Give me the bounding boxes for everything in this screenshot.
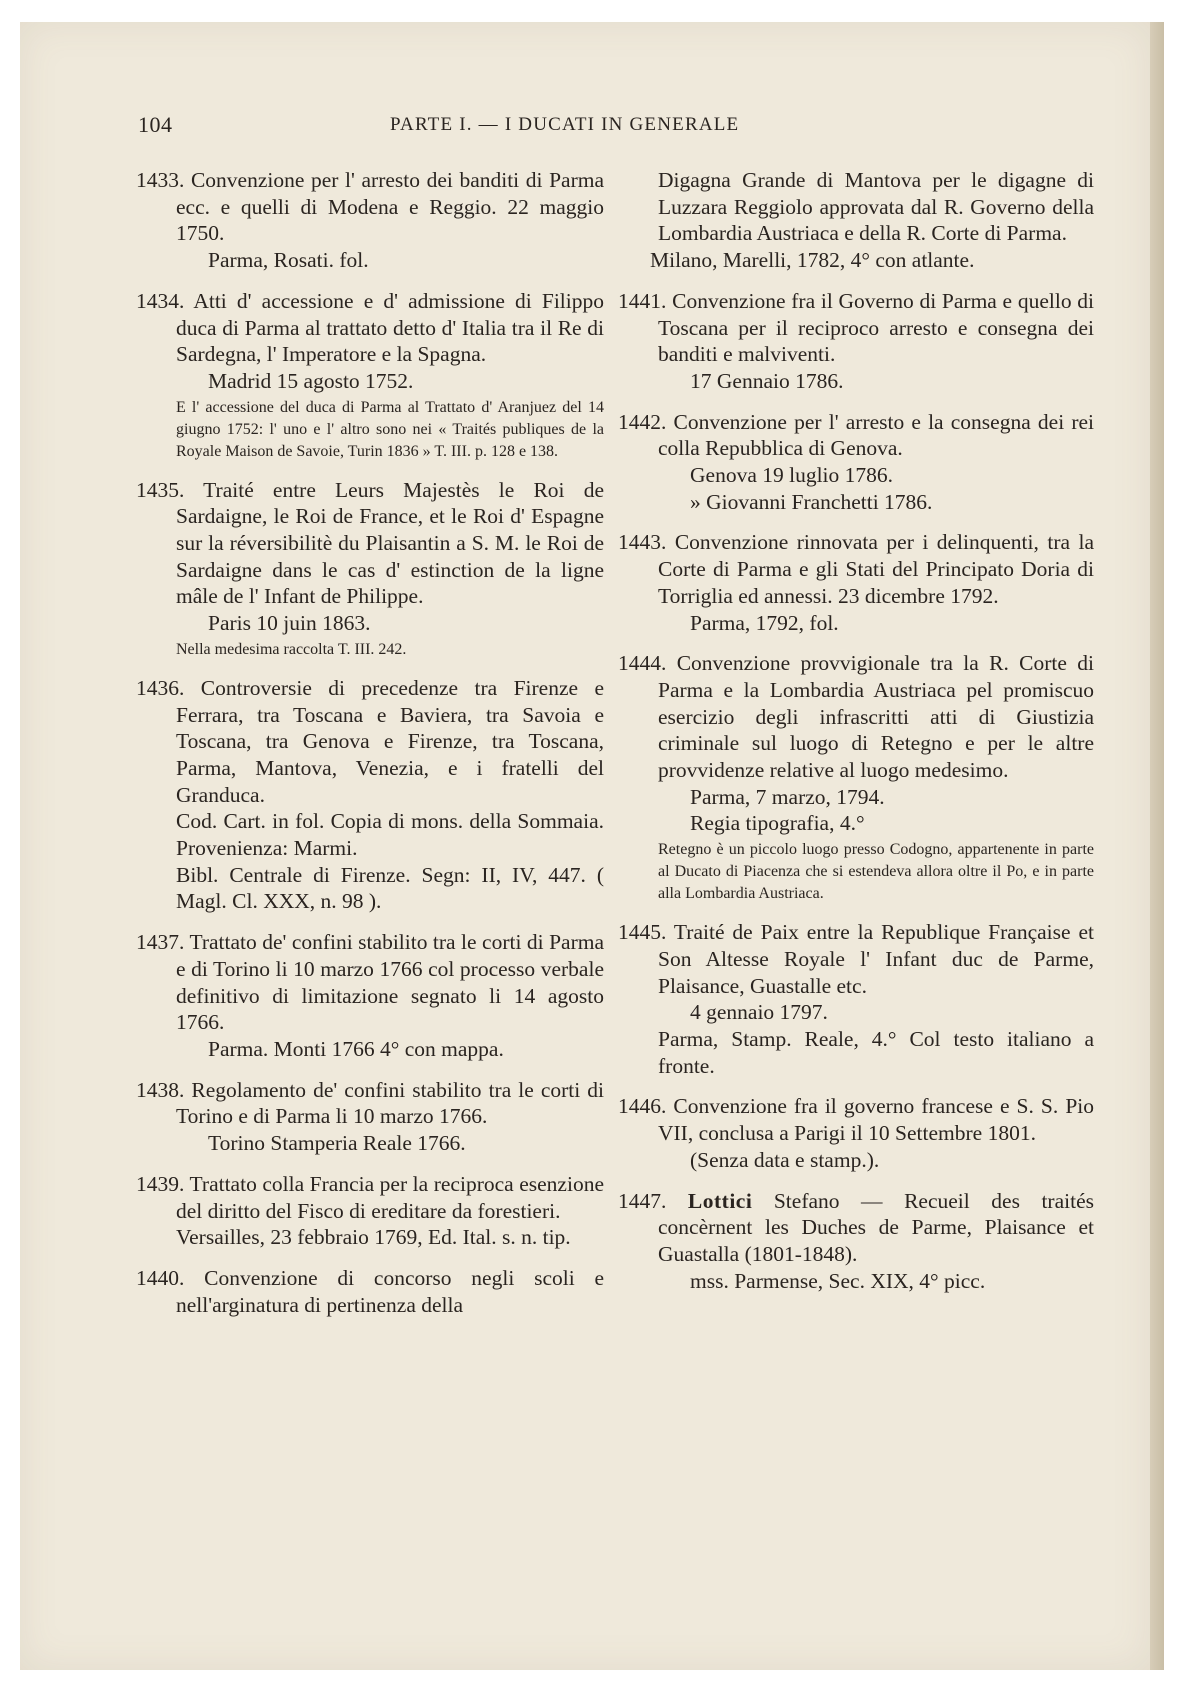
- entry-text: Trattato colla Francia per la reciproca esenzione del diritto del Fisco di ereditare da forestieri.: [176, 1171, 604, 1223]
- entry-text: Convenzione provvigionale tra la R. Corte di Parma e la Lombardia Austriaca pel promiscuo esercizio degli infrascritti atti di Giustizia criminale sul luogo di Retegno e per le altre provvidenze relative al luogo medesimo.: [658, 651, 1094, 783]
- entry-text: Convenzione per l' arresto dei banditi di Parma ecc. e quelli di Modena e Reggio. 22 maggio 1750.: [176, 168, 604, 246]
- entry-publication: Parma. Monti 1766 4° con mappa.: [208, 1036, 504, 1061]
- entry-number: 1436.: [136, 675, 185, 700]
- bibliography-entry: [136, 929, 604, 1063]
- bibliography-entry: [618, 288, 1094, 395]
- bibliography-entry: [136, 1077, 604, 1157]
- entry-author: Lottici: [687, 1188, 753, 1213]
- entry-text: Traité de Paix entre la Republique Française et Son Altesse Royale l' Infant duc de Parme, Plaisance, Guastalle etc.: [658, 920, 1094, 998]
- entry-number: 1435.: [136, 477, 185, 502]
- bibliography-entry: [136, 675, 604, 915]
- entry-publisher: Regia tipografia, 4.°: [690, 811, 865, 836]
- entry-text: Convenzione di concorso negli scoli e nell'arginatura di pertinenza della: [176, 1265, 605, 1317]
- entry-text: Traité entre Leurs Majestès le Roi de Sardaigne, le Roi de France, et le Roi d' Espagne sur la réversibilitè du Plaisantin a S. M. le Roi de Sardaigne dans le cas d' estinction de la ligne mâle de l' Infant de Philippe.: [176, 477, 604, 609]
- entry-number: 1447.: [618, 1188, 667, 1213]
- entry-publication: Torino Stamperia Reale 1766.: [208, 1131, 466, 1156]
- page-edge-shadow: [1150, 22, 1164, 1670]
- entry-publisher: Parma, Stamp. Reale, 4.° Col testo italiano a fronte.: [658, 1026, 1094, 1078]
- entry-publication: Genova 19 luglio 1786.: [690, 463, 894, 488]
- bibliography-entry: [136, 1265, 604, 1318]
- entry-publication: Parma, 7 marzo, 1794.: [690, 784, 885, 809]
- entry-number: 1444.: [618, 651, 667, 676]
- entry-text: Trattato de' confini stabilito tra le corti di Parma e di Torino li 10 marzo 1766 col processo verbale definitivo di limitazione segnato li 14 agosto 1766.: [176, 930, 604, 1035]
- entry-text: Convenzione per l' arresto e la consegna dei rei colla Repubblica di Genova.: [658, 409, 1094, 461]
- entry-note: Nella medesima raccolta T. III. 242.: [176, 640, 407, 658]
- paper-sheet: [20, 22, 1150, 1670]
- entry-text: Controversie di precedenze tra Firenze e Ferrara, tra Toscana e Baviera, tra Savoia e Toscana, tra Genova e Firenze, tra Toscana, Parma, Mantova, Venezia, e i fratelli del Granduca.: [176, 675, 605, 807]
- bibliography-entry: [618, 650, 1094, 905]
- bibliography-entry: [618, 919, 1094, 1079]
- entry-publication: 17 Gennaio 1786.: [690, 368, 844, 393]
- entry-number: 1440.: [136, 1265, 185, 1290]
- entry-number: 1433.: [136, 168, 185, 192]
- entry-number: 1446.: [618, 1094, 667, 1119]
- entry-number: 1441.: [618, 288, 667, 313]
- bibliography-entry: [136, 167, 604, 274]
- entry-publisher: » Giovanni Franchetti 1786.: [690, 489, 933, 514]
- entry-text: Regolamento de' confini stabilito tra le corti di Torino e di Parma li 10 marzo 1766.: [176, 1077, 605, 1129]
- entry-number: 1434.: [136, 288, 185, 313]
- entry-publication: Parma, Rosati. fol.: [208, 248, 369, 273]
- entry-text: Convenzione rinnovata per i delinquenti, tra la Corte di Parma e gli Stati del Principato Doria di Torriglia ed annessi. 23 dicembre 1792.: [658, 530, 1094, 608]
- entry-number: 1442.: [618, 409, 667, 434]
- bibliography-entry: [618, 1093, 1094, 1173]
- entry-publication: Parma, 1792, fol.: [690, 610, 839, 635]
- entry-text: Convenzione fra il governo francese e S. S. Pio VII, conclusa a Parigi il 10 Settembre 1801.: [658, 1094, 1094, 1146]
- entry-note: Retegno è un piccolo luogo presso Codogno, appartenente in parte al Ducato di Piacenza che si estendeva allora oltre il Po, e in parte alla Lombardia Austriaca.: [658, 841, 1094, 903]
- entry-location: Bibl. Centrale di Firenze. Segn: II, IV, 447. ( Magl. Cl. XXX, n. 98 ).: [176, 862, 604, 914]
- entry-publication: Madrid 15 agosto 1752.: [208, 368, 414, 393]
- entry-publication: Milano, Marelli, 1782, 4° con atlante.: [650, 248, 975, 273]
- entry-number: 1438.: [136, 1077, 185, 1102]
- entry-number: 1445.: [618, 920, 667, 945]
- entry-number: 1443.: [618, 530, 667, 555]
- bibliography-entry: [136, 288, 604, 463]
- entry-text: Stefano — Recueil des traités concèrnent les Duches de Parme, Plaisance et Guastalla (1801-1848).: [658, 1188, 1094, 1266]
- bibliography-entry: [618, 409, 1094, 516]
- left-column: [136, 167, 604, 1332]
- bibliography-entry: [136, 1171, 604, 1251]
- entry-text: Digagna Grande di Mantova per le digagne di Luzzara Reggiolo approvata dal R. Governo della Lombardia Austriaca e della R. Corte di Parma.: [658, 168, 1094, 246]
- bibliography-entry: [618, 1188, 1094, 1295]
- page-number: 104: [138, 112, 173, 137]
- scanned-page: [20, 22, 1164, 1670]
- entry-text: Atti d' accessione e d' admissione di Filippo duca di Parma al trattato detto d' Italia tra il Re di Sardegna, l' Imperatore e la Spagna.: [176, 288, 604, 367]
- entry-publication: 4 gennaio 1797.: [690, 1000, 828, 1025]
- entry-publication: Versailles, 23 febbraio 1769, Ed. Ital. s. n. tip.: [176, 1225, 571, 1250]
- entry-note: E l' accessione del duca di Parma al Trattato d' Aranjuez del 14 giugno 1752: l' uno e l' altro sono nei « Traités publiques de la Royale Maison de Savoie, Turin 1836 » T. III. p. 128 e 138.: [176, 398, 604, 460]
- entry-number: 1437.: [136, 930, 185, 955]
- bibliography-entry-continuation: [618, 167, 1094, 274]
- running-title: PARTE I. — I DUCATI IN GENERALE: [390, 114, 740, 135]
- entry-publication: Cod. Cart. in fol. Copia di mons. della Sommaia. Provenienza: Marmi.: [176, 809, 604, 861]
- entry-number: 1439.: [136, 1171, 185, 1196]
- entry-publication: (Senza data e stamp.).: [690, 1147, 880, 1172]
- right-column: [618, 167, 1094, 1308]
- bibliography-entry: [618, 529, 1094, 636]
- entry-text: Convenzione fra il Governo di Parma e quello di Toscana per il reciproco arresto e consegna dei banditi e malviventi.: [658, 288, 1095, 367]
- bibliography-entry: [136, 477, 604, 661]
- running-header: [138, 112, 848, 142]
- entry-publication: mss. Parmense, Sec. XIX, 4° picc.: [690, 1268, 986, 1293]
- entry-publication: Paris 10 juin 1863.: [208, 611, 371, 636]
